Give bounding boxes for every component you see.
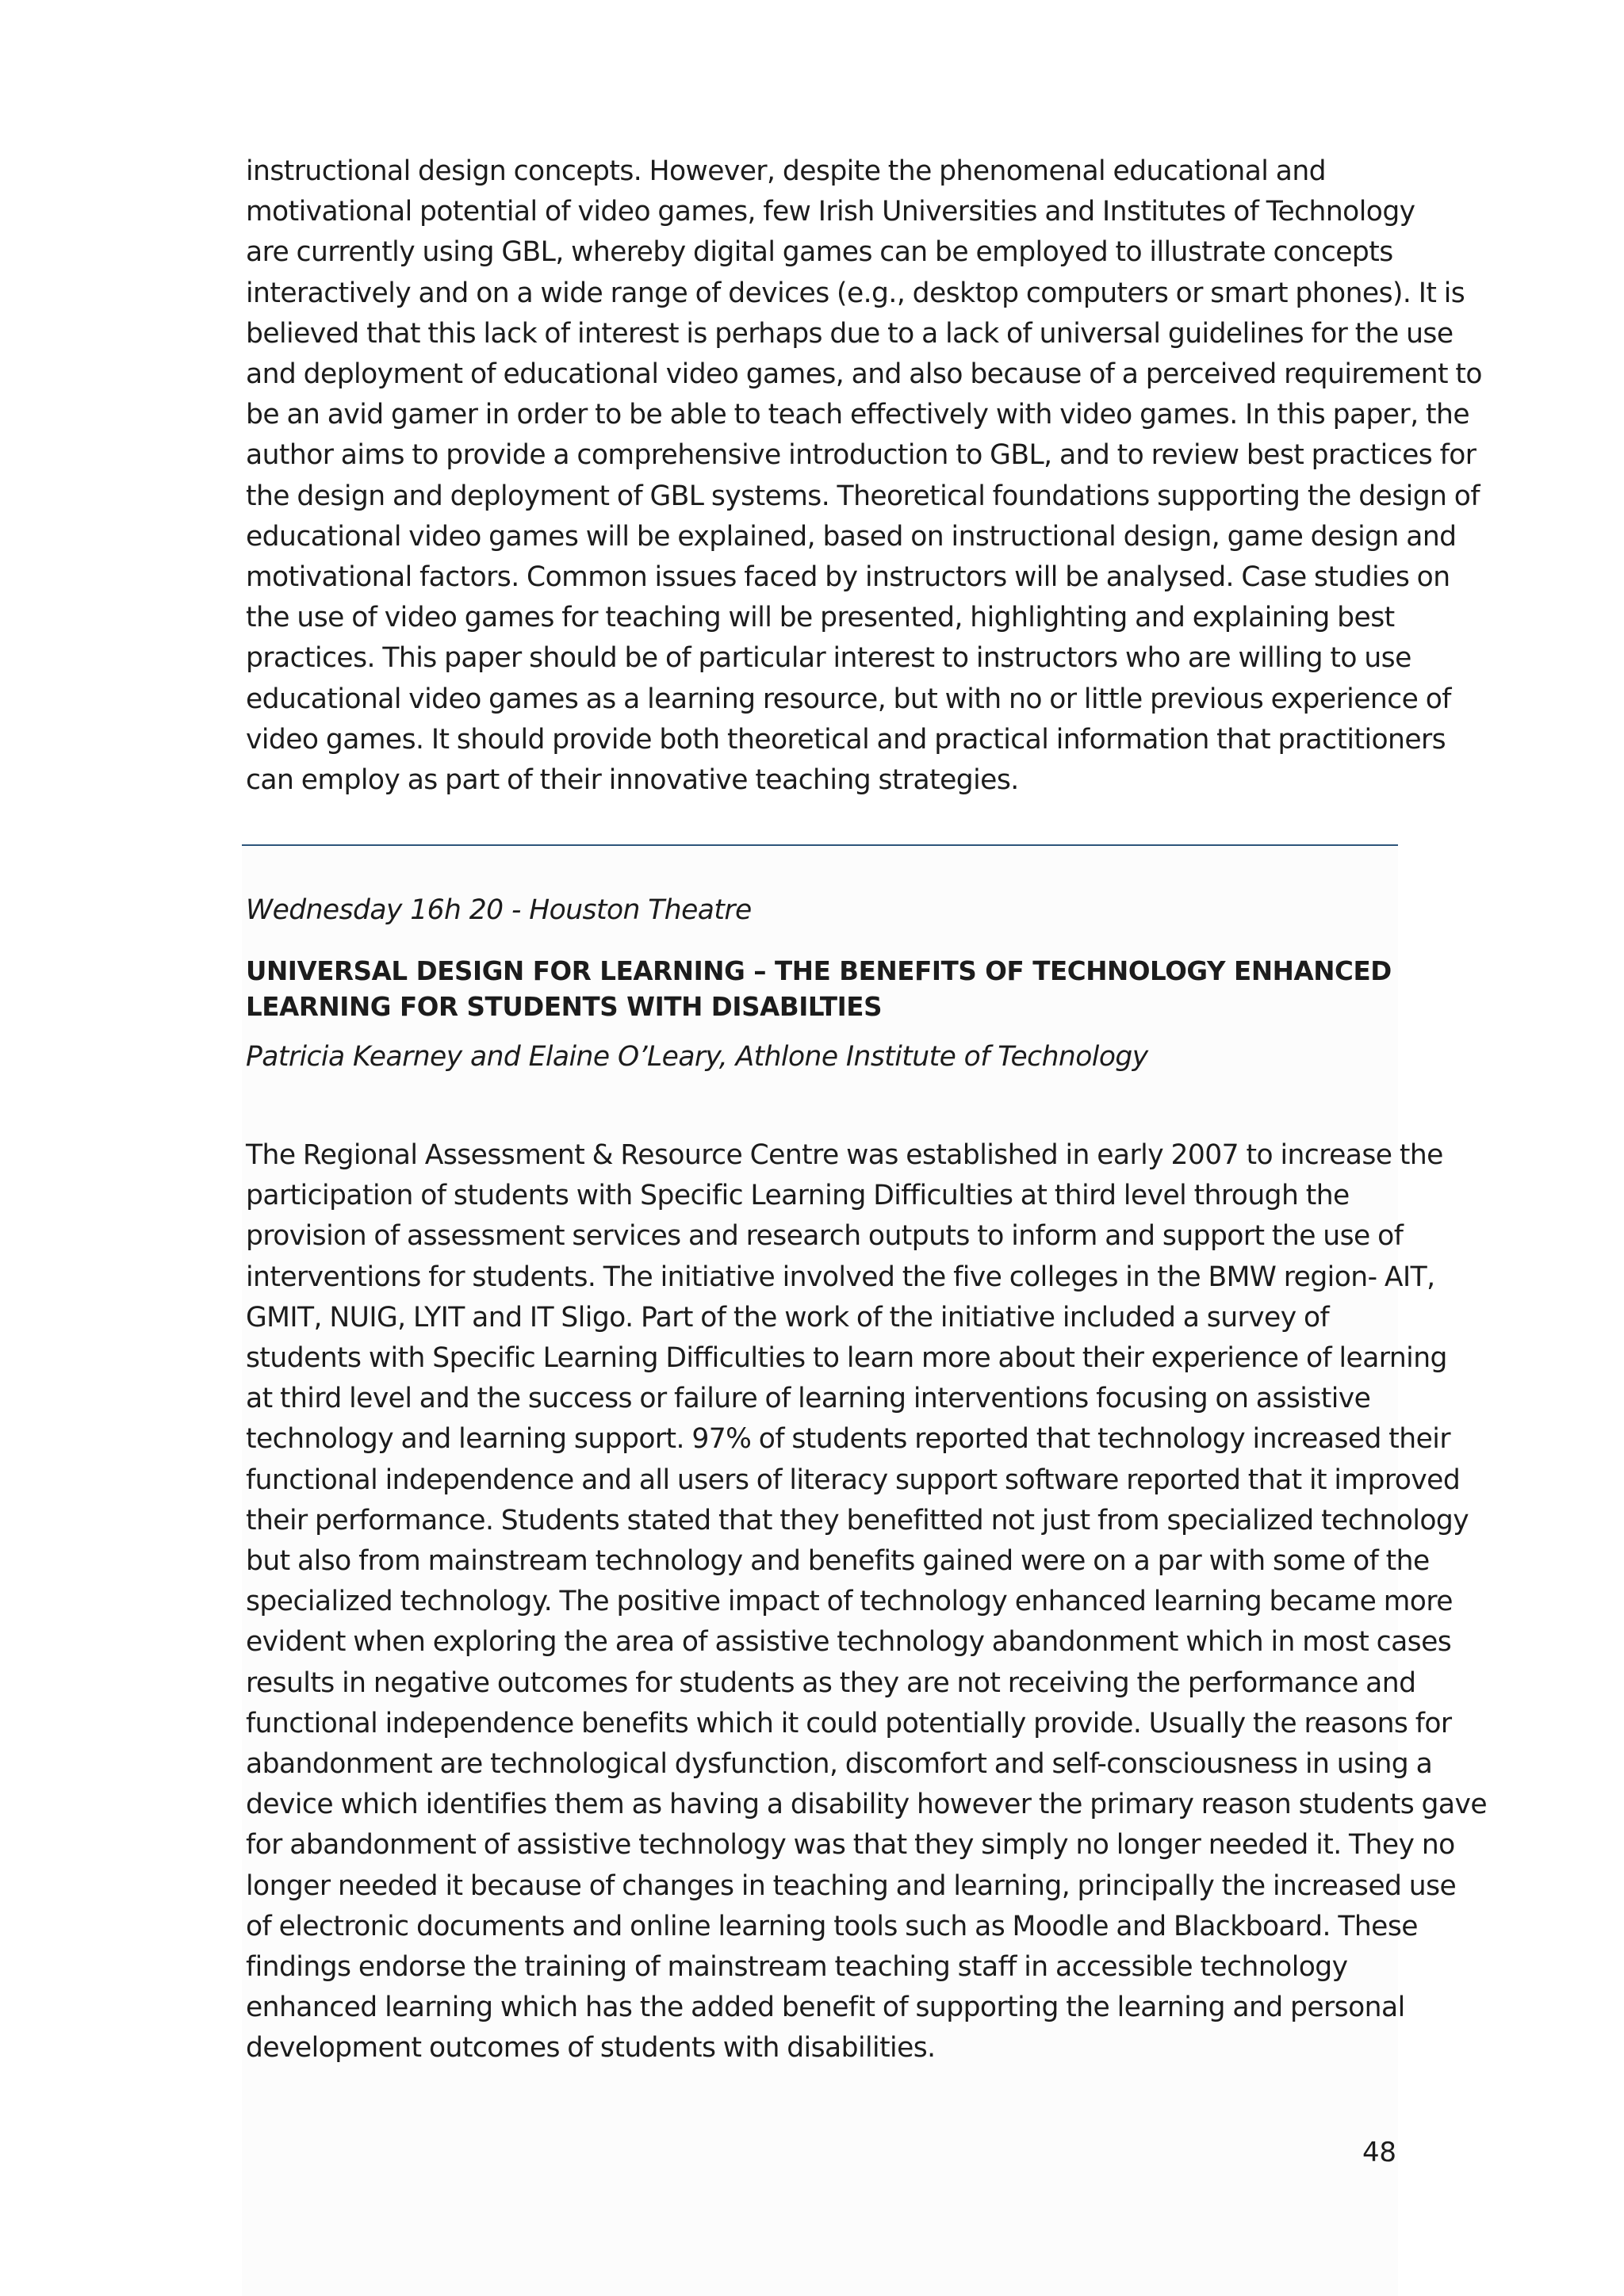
- paragraph-line: abandonment are technological dysfunction, discomfort and self-consciousness in using a: [246, 1748, 1433, 1781]
- abstract-paragraph: [246, 1135, 1488, 2069]
- paragraph-line: practices. This paper should be of particular interest to instructors who are willing to use: [246, 642, 1411, 675]
- paragraph-line: of electronic documents and online learning tools such as Moodle and Blackboard. These: [246, 1910, 1418, 1942]
- paragraph-line: author aims to provide a comprehensive introduction to GBL, and to review best practices for: [246, 439, 1477, 472]
- paragraph-line: can employ as part of their innovative teaching strategies.: [246, 764, 1019, 797]
- session-title-line: UNIVERSAL DESIGN FOR LEARNING – THE BENEFITS OF TECHNOLOGY ENHANCED: [246, 956, 1392, 986]
- paragraph-line: enhanced learning which has the added benefit of supporting the learning and personal: [246, 1992, 1405, 2024]
- paragraph-line: motivational factors. Common issues faced by instructors will be analysed. Case studies on: [246, 561, 1450, 594]
- paragraph-line: their performance. Students stated that they benefitted not just from specialized technology: [246, 1504, 1469, 1536]
- session-time-location: Wednesday 16h 20 - Houston Theatre: [246, 894, 752, 926]
- paragraph-line: motivational potential of video games, few Irish Universities and Institutes of Technology: [246, 196, 1415, 228]
- paragraph-line: at third level and the success or failure of learning interventions focusing on assistive: [246, 1383, 1371, 1415]
- session-authors: Patricia Kearney and Elaine O’Leary, Athlone Institute of Technology: [246, 1041, 1148, 1073]
- paragraph-line: findings endorse the training of mainstream teaching staff in accessible technology: [246, 1951, 1348, 1984]
- paragraph-line: evident when exploring the area of assistive technology abandonment which in most cases: [246, 1626, 1452, 1659]
- page-number: 48: [1362, 2137, 1396, 2168]
- paragraph-line: interventions for students. The initiative involved the five colleges in the BMW region- AIT,: [246, 1261, 1435, 1293]
- paragraph-line: educational video games will be explained, based on instructional design, game design and: [246, 520, 1457, 553]
- paragraph-line: instructional design concepts. However, despite the phenomenal educational and: [246, 155, 1327, 187]
- paragraph-line: students with Specific Learning Difficulties to learn more about their experience of learning: [246, 1342, 1447, 1375]
- paragraph-line: functional independence and all users of literacy support software reported that it improved: [246, 1464, 1461, 1496]
- paragraph-line: technology and learning support. 97% of students reported that technology increased their: [246, 1423, 1450, 1456]
- paragraph-line: video games. It should provide both theoretical and practical information that practitioners: [246, 723, 1446, 756]
- paragraph-line: device which identifies them as having a disability however the primary reason students gave: [246, 1789, 1488, 1821]
- session-title-line: LEARNING FOR STUDENTS WITH DISABILTIES: [246, 992, 883, 1022]
- paragraph-line: believed that this lack of interest is perhaps due to a lack of universal guidelines for the use: [246, 317, 1454, 350]
- section-divider: [242, 844, 1398, 846]
- paragraph-line: be an avid gamer in order to be able to teach effectively with video games. In this paper, the: [246, 399, 1469, 431]
- paragraph-line: development outcomes of students with disabilities.: [246, 2032, 936, 2064]
- paragraph-line: for abandonment of assistive technology was that they simply no longer needed it. They no: [246, 1829, 1455, 1862]
- paragraph-line: educational video games as a learning resource, but with no or little previous experience of: [246, 683, 1451, 715]
- paragraph-line: longer needed it because of changes in teaching and learning, principally the increased use: [246, 1869, 1457, 1902]
- paragraph-line: GMIT, NUIG, LYIT and IT Sligo. Part of the work of the initiative included a survey of: [246, 1301, 1330, 1334]
- paragraph-line: provision of assessment services and research outputs to inform and support the use of: [246, 1220, 1404, 1253]
- paragraph-line: interactively and on a wide range of devices (e.g., desktop computers or smart phones). It is: [246, 277, 1465, 309]
- paragraph-line: The Regional Assessment & Resource Centre was established in early 2007 to increase the: [246, 1139, 1443, 1171]
- paragraph-line: functional independence benefits which it could potentially provide. Usually the reasons for: [246, 1707, 1452, 1739]
- paragraph-line: results in negative outcomes for students as they are not receiving the performance and: [246, 1667, 1416, 1699]
- paragraph-line: are currently using GBL, whereby digital games can be employed to illustrate concepts: [246, 236, 1393, 269]
- intro-paragraph: [246, 151, 1482, 801]
- session-title: [246, 954, 1392, 1025]
- paragraph-line: the design and deployment of GBL systems. Theoretical foundations supporting the design of: [246, 480, 1480, 512]
- paragraph-line: specialized technology. The positive impact of technology enhanced learning became more: [246, 1586, 1453, 1618]
- paragraph-line: and deployment of educational video games, and also because of a perceived requirement to: [246, 358, 1482, 391]
- paragraph-line: but also from mainstream technology and benefits gained were on a par with some of the: [246, 1545, 1430, 1578]
- paragraph-line: participation of students with Specific Learning Difficulties at third level through the: [246, 1180, 1350, 1212]
- paragraph-line: the use of video games for teaching will be presented, highlighting and explaining best: [246, 602, 1395, 634]
